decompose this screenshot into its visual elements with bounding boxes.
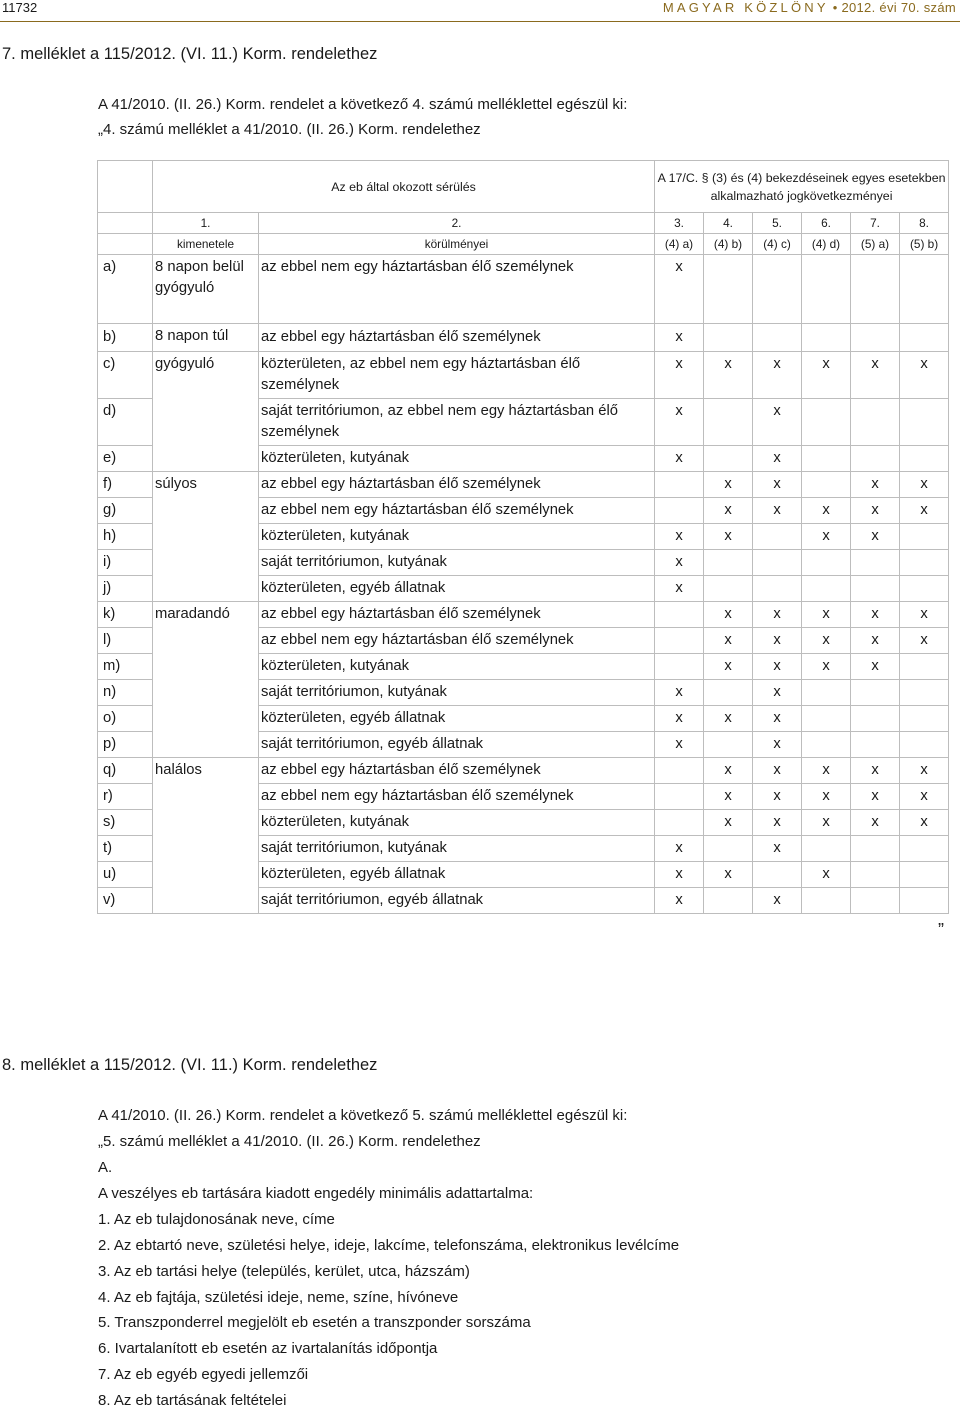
annex8-item: 8. Az eb tartásának feltételei [98, 1392, 287, 1409]
row-outcome: 8 napon túl [153, 324, 259, 352]
consequence-mark: x [655, 888, 704, 914]
annex8-item: 7. Az eb egyéb egyedi jellemzői [98, 1366, 309, 1383]
consequence-mark: x [655, 524, 704, 550]
journal-info [663, 0, 956, 15]
table-row [98, 255, 949, 324]
closing-quote: ” [938, 920, 944, 940]
consequence-mark [900, 446, 949, 472]
consequence-mark: x [704, 784, 753, 810]
consequence-mark [704, 576, 753, 602]
row-id: o) [98, 706, 153, 732]
row-outcome: maradandó [153, 602, 259, 758]
consequence-mark [655, 784, 704, 810]
consequence-mark [851, 706, 900, 732]
row-circumstance: az ebbel nem egy háztartásban élő személynek [259, 255, 655, 324]
row-circumstance: az ebbel nem egy háztartásban élő személynek [259, 628, 655, 654]
consequence-mark [655, 628, 704, 654]
consequence-mark: x [753, 680, 802, 706]
consequence-mark [851, 324, 900, 352]
consequence-mark [753, 255, 802, 324]
column-number: 8. [900, 213, 949, 234]
row-circumstance: közterületen, egyéb állatnak [259, 706, 655, 732]
row-circumstance: közterületen, egyéb állatnak [259, 576, 655, 602]
row-id: l) [98, 628, 153, 654]
column-number: 2. [259, 213, 655, 234]
table-row [98, 324, 949, 352]
row-id: a) [98, 255, 153, 324]
annex8-item: 6. Ivartalanított eb esetén az ivartalanítás időpontja [98, 1340, 438, 1357]
consequence-mark [851, 399, 900, 446]
consequence-mark [704, 888, 753, 914]
column-number-blank [98, 213, 153, 234]
row-id: p) [98, 732, 153, 758]
consequences-table [97, 160, 949, 914]
table-row [98, 602, 949, 628]
consequence-mark [900, 862, 949, 888]
consequence-mark: x [900, 498, 949, 524]
consequence-mark: x [851, 654, 900, 680]
column-name-row [98, 234, 949, 255]
consequence-mark [704, 732, 753, 758]
consequence-mark: x [704, 498, 753, 524]
consequence-mark: x [851, 784, 900, 810]
row-id: e) [98, 446, 153, 472]
column-name-blank [98, 234, 153, 255]
consequence-mark: x [900, 602, 949, 628]
row-circumstance: saját territóriumon, kutyának [259, 550, 655, 576]
column-name: (4) b) [704, 234, 753, 255]
consequence-mark: x [851, 352, 900, 399]
column-name: (4) c) [753, 234, 802, 255]
row-id: h) [98, 524, 153, 550]
table-row [98, 472, 949, 498]
row-circumstance: az ebbel egy háztartásban élő személynek [259, 324, 655, 352]
consequence-mark [900, 576, 949, 602]
consequence-mark: x [802, 498, 851, 524]
row-id: g) [98, 498, 153, 524]
consequence-mark: x [851, 472, 900, 498]
consequence-mark [753, 324, 802, 352]
consequence-mark [851, 680, 900, 706]
column-name: kimenetele [153, 234, 259, 255]
consequence-mark [802, 399, 851, 446]
consequence-mark: x [851, 498, 900, 524]
consequence-mark: x [851, 758, 900, 784]
page-header [0, 0, 960, 22]
consequence-mark: x [802, 810, 851, 836]
consequence-mark: x [704, 654, 753, 680]
header-corner-cell [98, 161, 153, 213]
consequence-mark [802, 732, 851, 758]
consequence-mark [704, 399, 753, 446]
annex8-subtitle: „5. számú melléklet a 41/2010. (II. 26.) Korm. rendelethez [98, 1133, 481, 1150]
consequence-mark [655, 758, 704, 784]
column-number: 1. [153, 213, 259, 234]
consequence-mark [900, 732, 949, 758]
column-number: 5. [753, 213, 802, 234]
row-circumstance: közterületen, kutyának [259, 654, 655, 680]
consequence-mark: x [704, 472, 753, 498]
consequence-mark [900, 524, 949, 550]
column-name: (4) d) [802, 234, 851, 255]
consequence-mark [900, 836, 949, 862]
row-id: s) [98, 810, 153, 836]
consequence-mark [802, 550, 851, 576]
column-number: 4. [704, 213, 753, 234]
consequence-mark: x [704, 810, 753, 836]
annex8-lead: A veszélyes eb tartására kiadott engedély minimális adattartalma: [98, 1185, 534, 1202]
annex8-title: 8. melléklet a 115/2012. (VI. 11.) Korm. rendelethez [2, 1056, 378, 1074]
consequence-mark [802, 446, 851, 472]
consequence-mark: x [655, 576, 704, 602]
consequence-mark: x [655, 550, 704, 576]
consequence-mark [900, 680, 949, 706]
consequence-mark: x [802, 524, 851, 550]
consequence-mark [802, 255, 851, 324]
column-number: 6. [802, 213, 851, 234]
consequence-mark [655, 602, 704, 628]
consequence-mark [655, 654, 704, 680]
row-circumstance: az ebbel nem egy háztartásban élő személynek [259, 784, 655, 810]
annex7-subtitle: „4. számú melléklet a 41/2010. (II. 26.) Korm. rendelethez [98, 121, 481, 138]
consequence-mark [851, 255, 900, 324]
consequence-mark: x [704, 706, 753, 732]
consequence-mark: x [802, 654, 851, 680]
row-circumstance: közterületen, kutyának [259, 524, 655, 550]
column-name: (5) b) [900, 234, 949, 255]
issue-number: 2012. évi 70. szám [841, 0, 956, 15]
consequence-mark: x [753, 446, 802, 472]
consequence-mark [900, 550, 949, 576]
consequence-mark: x [655, 352, 704, 399]
consequence-mark: x [753, 706, 802, 732]
column-number-row [98, 213, 949, 234]
consequence-mark: x [655, 255, 704, 324]
row-id: r) [98, 784, 153, 810]
consequence-mark: x [753, 836, 802, 862]
row-outcome: súlyos [153, 472, 259, 602]
row-circumstance: közterületen, egyéb állatnak [259, 862, 655, 888]
row-circumstance: az ebbel egy háztartásban élő személynek [259, 758, 655, 784]
row-id: u) [98, 862, 153, 888]
annex8-item: 3. Az eb tartási helye (település, kerület, utca, házszám) [98, 1263, 470, 1280]
consequence-mark: x [900, 810, 949, 836]
consequence-mark [704, 324, 753, 352]
row-circumstance: saját territóriumon, egyéb állatnak [259, 732, 655, 758]
consequence-mark: x [851, 602, 900, 628]
consequence-mark [753, 524, 802, 550]
consequence-mark [900, 255, 949, 324]
row-id: f) [98, 472, 153, 498]
consequence-mark [851, 888, 900, 914]
consequence-mark: x [851, 524, 900, 550]
consequence-mark [704, 446, 753, 472]
consequence-mark [851, 862, 900, 888]
column-name: (4) a) [655, 234, 704, 255]
consequence-mark: x [655, 862, 704, 888]
consequence-mark: x [704, 628, 753, 654]
consequence-mark: x [704, 602, 753, 628]
row-circumstance: közterületen, kutyának [259, 810, 655, 836]
consequence-mark: x [655, 446, 704, 472]
header-consequences: A 17/C. § (3) és (4) bekezdéseinek egyes esetekben alkalmazható jogkövetkezményei [655, 161, 949, 213]
consequence-mark: x [802, 602, 851, 628]
row-id: q) [98, 758, 153, 784]
consequence-mark: x [753, 888, 802, 914]
row-id: t) [98, 836, 153, 862]
consequence-mark [851, 446, 900, 472]
consequence-mark: x [900, 758, 949, 784]
annex7-intro: A 41/2010. (II. 26.) Korm. rendelet a következő 4. számú melléklettel egészül ki: [98, 96, 628, 113]
consequence-mark [851, 732, 900, 758]
annex8-item: 1. Az eb tulajdonosának neve, címe [98, 1211, 335, 1228]
row-id: d) [98, 399, 153, 446]
column-name: körülményei [259, 234, 655, 255]
consequence-mark: x [802, 758, 851, 784]
consequence-mark: x [655, 399, 704, 446]
consequence-mark: x [851, 628, 900, 654]
consequence-mark [802, 472, 851, 498]
row-id: v) [98, 888, 153, 914]
consequence-mark [704, 680, 753, 706]
row-id: m) [98, 654, 153, 680]
consequence-mark: x [655, 680, 704, 706]
row-circumstance: közterületen, kutyának [259, 446, 655, 472]
consequence-mark [655, 472, 704, 498]
consequence-mark: x [704, 758, 753, 784]
column-number: 7. [851, 213, 900, 234]
consequence-mark [704, 836, 753, 862]
consequence-mark: x [753, 352, 802, 399]
row-circumstance: közterületen, az ebbel nem egy háztartásban élő személynek [259, 352, 655, 399]
consequence-mark [802, 576, 851, 602]
consequence-mark [753, 862, 802, 888]
row-id: c) [98, 352, 153, 399]
consequence-mark [704, 255, 753, 324]
consequence-mark: x [802, 352, 851, 399]
consequence-mark [851, 550, 900, 576]
row-circumstance: saját territóriumon, az ebbel nem egy háztartásban élő személynek [259, 399, 655, 446]
row-id: n) [98, 680, 153, 706]
consequence-mark: x [655, 706, 704, 732]
row-circumstance: saját territóriumon, kutyának [259, 680, 655, 706]
journal-title: MAGYAR KÖZLÖNY [662, 0, 829, 15]
row-circumstance: saját territóriumon, kutyának [259, 836, 655, 862]
consequence-mark [900, 706, 949, 732]
consequence-mark [655, 498, 704, 524]
table-row [98, 758, 949, 784]
consequence-mark [802, 706, 851, 732]
consequence-mark [802, 324, 851, 352]
consequence-mark: x [704, 862, 753, 888]
consequence-mark: x [655, 732, 704, 758]
consequence-mark: x [900, 628, 949, 654]
column-number: 3. [655, 213, 704, 234]
annex8-item: 4. Az eb fajtája, születési ideje, neme, színe, hívóneve [98, 1289, 459, 1306]
bullet-separator: • [832, 0, 838, 15]
consequence-mark [900, 324, 949, 352]
consequence-mark: x [753, 472, 802, 498]
consequence-mark: x [802, 628, 851, 654]
consequence-mark [802, 836, 851, 862]
row-id: i) [98, 550, 153, 576]
row-circumstance: az ebbel egy háztartásban élő személynek [259, 472, 655, 498]
table-row [98, 352, 949, 399]
consequence-mark: x [704, 352, 753, 399]
consequence-mark: x [753, 810, 802, 836]
row-id: b) [98, 324, 153, 352]
consequence-mark: x [753, 758, 802, 784]
row-id: j) [98, 576, 153, 602]
consequence-mark: x [802, 784, 851, 810]
column-name: (5) a) [851, 234, 900, 255]
table-header-row [98, 161, 949, 213]
header-injury: Az eb által okozott sérülés [153, 161, 655, 213]
annex7-title: 7. melléklet a 115/2012. (VI. 11.) Korm. rendelethez [2, 45, 378, 63]
consequence-mark [851, 576, 900, 602]
consequence-mark: x [753, 628, 802, 654]
consequence-mark [753, 550, 802, 576]
consequence-mark [655, 810, 704, 836]
consequence-mark: x [851, 810, 900, 836]
consequence-mark [753, 576, 802, 602]
consequence-mark: x [802, 862, 851, 888]
consequence-mark [900, 888, 949, 914]
consequence-mark: x [704, 524, 753, 550]
consequence-mark: x [753, 498, 802, 524]
consequence-mark: x [900, 784, 949, 810]
consequence-mark [704, 550, 753, 576]
consequence-mark: x [900, 472, 949, 498]
page-number: 11732 [2, 0, 38, 15]
consequence-mark: x [753, 732, 802, 758]
consequence-mark: x [753, 399, 802, 446]
annex8-intro: A 41/2010. (II. 26.) Korm. rendelet a következő 5. számú melléklettel egészül ki: [98, 1107, 628, 1124]
consequence-mark [851, 836, 900, 862]
consequence-mark [802, 680, 851, 706]
consequence-mark: x [753, 784, 802, 810]
header-rule [0, 21, 960, 22]
annex8-section-label: A. [98, 1159, 113, 1176]
row-id: k) [98, 602, 153, 628]
consequence-mark: x [753, 654, 802, 680]
consequence-mark: x [655, 324, 704, 352]
annex8-item: 5. Transzponderrel megjelölt eb esetén a transzponder sorszáma [98, 1314, 531, 1331]
consequence-mark: x [655, 836, 704, 862]
consequence-mark [802, 888, 851, 914]
annex8-item: 2. Az ebtartó neve, születési helye, ideje, lakcíme, telefonszáma, elektronikus levélcíme [98, 1237, 680, 1254]
consequence-mark: x [753, 602, 802, 628]
row-circumstance: az ebbel egy háztartásban élő személynek [259, 602, 655, 628]
consequence-mark: x [900, 352, 949, 399]
row-outcome: halálos [153, 758, 259, 914]
consequence-mark [900, 654, 949, 680]
consequence-mark [900, 399, 949, 446]
row-circumstance: az ebbel nem egy háztartásban élő személynek [259, 498, 655, 524]
row-outcome: 8 napon belül gyógyuló [153, 255, 259, 324]
row-outcome: gyógyuló [153, 352, 259, 472]
row-circumstance: saját territóriumon, egyéb állatnak [259, 888, 655, 914]
